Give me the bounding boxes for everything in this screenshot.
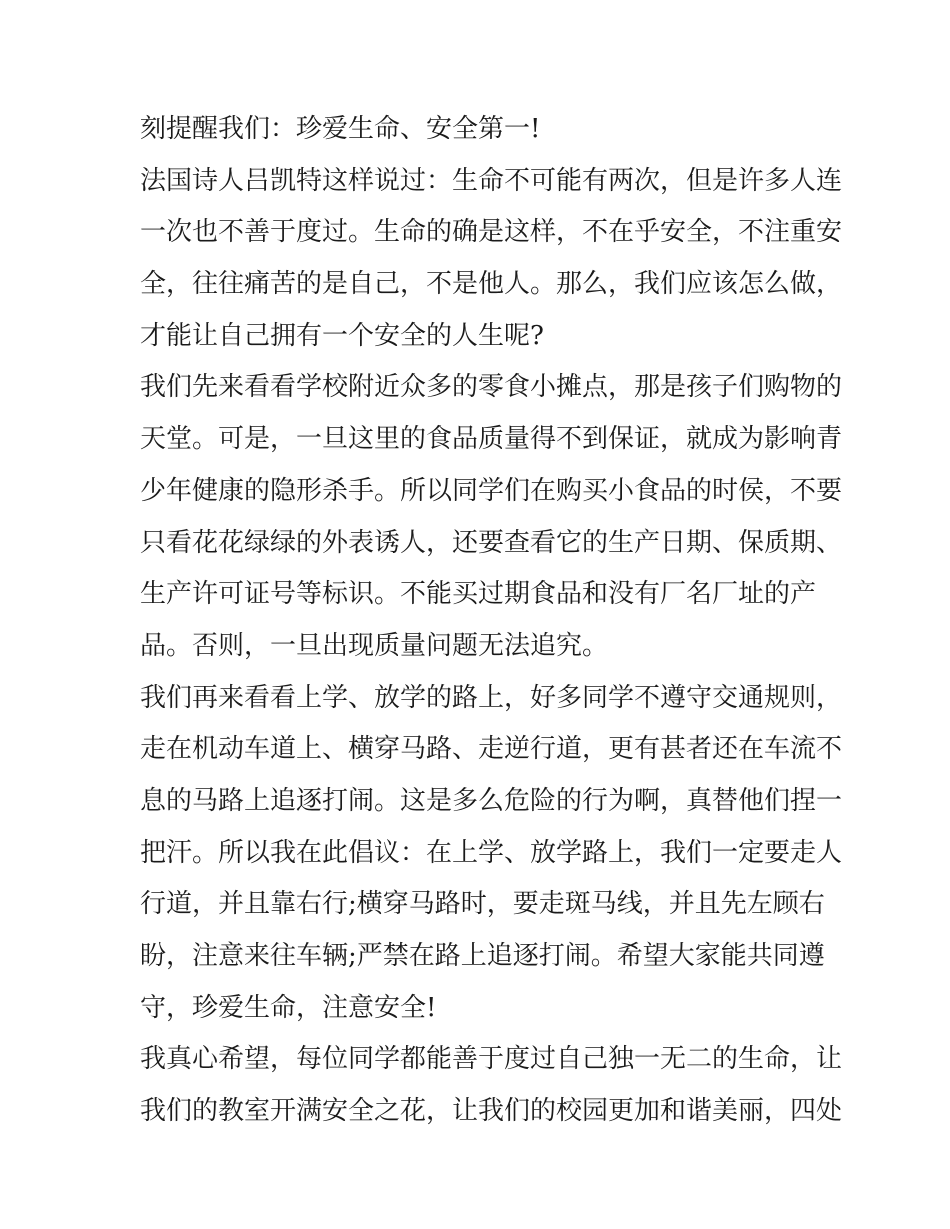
text-line: 我们先来看看学校附近众多的零食小摊点，那是孩子们购物的	[140, 372, 843, 403]
text-line: 才能让自己拥有一个安全的人生呢?	[140, 320, 544, 351]
text-line: 法国诗人吕凯特这样说过：生命不可能有两次，但是许多人连	[140, 165, 843, 196]
text-line: 只看花花绿绿的外表诱人，还要查看它的生产日期、保质期、	[140, 527, 843, 558]
document-body	[140, 104, 843, 1138]
text-line: 把汗。所以我在此倡议：在上学、放学路上，我们一定要走人	[140, 837, 843, 868]
text-line: 我们再来看看上学、放学的路上，好多同学不遵守交通规则，	[140, 682, 843, 713]
text-line: 我们的教室开满安全之花，让我们的校园更加和谐美丽，四处	[140, 1096, 843, 1127]
text-line: 守，珍爱生命，注意安全!	[140, 992, 437, 1023]
text-line: 全，往往痛苦的是自己，不是他人。那么，我们应该怎么做，	[140, 269, 843, 300]
text-line: 行道，并且靠右行;横穿马路时，要走斑马线，并且先左顾右	[140, 889, 825, 920]
text-line: 少年健康的隐形杀手。所以同学们在购买小食品的时侯，不要	[140, 475, 843, 506]
text-line: 生产许可证号等标识。不能买过期食品和没有厂名厂址的产	[140, 579, 817, 610]
text-line: 一次也不善于度过。生命的确是这样，不在乎安全，不注重安	[140, 217, 843, 248]
text-line: 我真心希望，每位同学都能善于度过自己独一无二的生命，让	[140, 1044, 843, 1075]
text-line: 刻提醒我们：珍爱生命、安全第一!	[140, 114, 541, 144]
text-line: 天堂。可是，一旦这里的食品质量得不到保证，就成为影响青	[140, 424, 843, 455]
text-line: 走在机动车道上、横穿马路、走逆行道，更有甚者还在车流不	[140, 734, 843, 765]
text-line: 盼，注意来往车辆;严禁在路上追逐打闹。希望大家能共同遵	[140, 941, 825, 971]
text-line: 品。否则，一旦出现质量问题无法追究。	[140, 630, 609, 661]
text-line: 息的马路上追逐打闹。这是多么危险的行为啊，真替他们捏一	[140, 785, 843, 816]
